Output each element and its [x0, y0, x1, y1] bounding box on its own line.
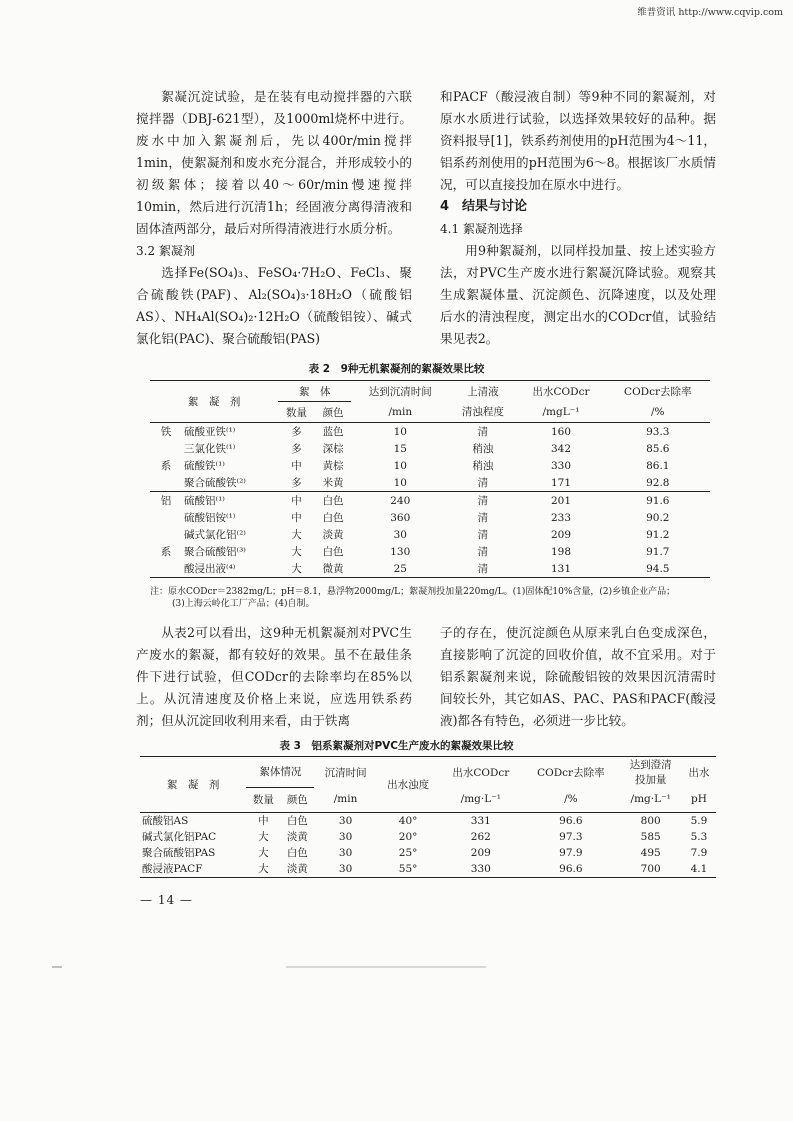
table-cell: 清: [449, 492, 516, 510]
paragraph: 从表2可以看出，这9种无机絮凝剂对PVC生产废水的絮凝，都有较好的效果。虽不在最佳条件下进行试验，但CODcr的去除率均在85%以上。从沉清速度及价格上来说，应选用铁系药剂；但从沉淀回收利用来看，由于铁离: [136, 625, 412, 728]
header-cod-unit: /mgL⁻¹: [542, 405, 580, 418]
table-cell: 330: [550, 459, 572, 472]
table2-caption: 表 2 9种无机絮凝剂的絮凝效果比较: [308, 363, 485, 375]
table-row: [150, 526, 710, 543]
table-cell: 黄棕: [322, 460, 344, 472]
table-cell: 10: [351, 423, 449, 441]
table-cell: 331: [439, 812, 522, 829]
table-cell: 白色: [280, 812, 314, 829]
table-cell: 130: [390, 545, 411, 558]
paragraph: 和PACF（酸浸液自制）等9种不同的絮凝剂，对原水水质进行试验，以选择效果较好的品种。据资料报导[1]，铁系药剂使用的pH范围为4～11，铝系药剂使用的pH范围为6～8。根据该厂水质情况，可以直接投加在原水中进行。: [440, 89, 716, 192]
table-cell: 85.6: [646, 442, 670, 455]
header-turbidity: 出水浊度: [377, 757, 440, 813]
table-cell: 209: [470, 846, 491, 859]
header-removal-unit: /%: [651, 405, 665, 418]
header-floc: 絮 体: [278, 381, 351, 402]
table-cell: 25°: [398, 846, 418, 859]
page-number: — 14 —: [140, 893, 193, 907]
group-label: 铝: [150, 492, 182, 510]
table-cell: 30: [338, 846, 353, 859]
table-cell: 30: [393, 528, 407, 541]
table-cell: 20°: [398, 830, 418, 843]
group-label: [150, 474, 182, 492]
table-cell: 白色: [315, 492, 352, 510]
table-cell: 白色: [286, 847, 308, 859]
header-dose-line1: 达到澄清: [629, 759, 672, 771]
table3-caption: 表 3 铝系絮凝剂对PVC生产废水的絮凝效果比较: [279, 740, 514, 752]
table-cell: 中: [291, 460, 302, 472]
group-label: 系: [160, 460, 172, 472]
table-cell: 清: [477, 512, 489, 524]
cell-agent: 酸浸出液⁽⁴⁾: [182, 560, 278, 578]
table-row: [150, 474, 710, 492]
table-cell: 90.2: [646, 511, 670, 524]
table-cell: 262: [470, 830, 491, 843]
header-dose-line2: 投加量: [634, 774, 667, 786]
table-cell: 330: [439, 861, 522, 878]
table-cell: 201: [516, 492, 605, 510]
table-cell: 淡黄: [322, 529, 344, 541]
section-heading: 4 结果与讨论: [440, 199, 528, 214]
table-cell: 171: [550, 476, 572, 489]
table-cell: 清: [477, 546, 489, 558]
table-cell: 30: [314, 861, 377, 878]
cell-agent: 硫酸铝⁽¹⁾: [182, 492, 278, 510]
table-cell: 209: [550, 528, 572, 541]
header-time: 沉清时间: [314, 757, 377, 788]
table-cell: 91.6: [606, 492, 710, 510]
note-line: 注：原水CODcr＝2382mg/L；pH＝8.1，悬浮物2000mg/L；絮凝剂投加量220mg/L。(1)固体配10%含量，(2)乡镇企业产品；: [150, 587, 676, 597]
header-removal: CODcr去除率: [522, 757, 619, 788]
table-cell: 大: [291, 546, 302, 558]
left-column: [136, 86, 412, 350]
table-cell: 多: [291, 443, 302, 455]
subsection-heading: 4.1 絮凝剂选择: [440, 222, 523, 236]
header-removal-unit: /%: [564, 793, 578, 806]
table-cell: 中: [278, 492, 315, 510]
cell-agent: 碱式氯化铝⁽²⁾: [184, 529, 246, 541]
group-label: [150, 560, 182, 578]
paragraph: 用9种絮凝剂，以同样投加量、按上述实验方法，对PVC生产废水进行絮凝沉降试验。观察其生成絮凝体量、沉淀颜色、沉降速度，以及处理后水的清浊程度，测定出水的CODcr值，试验结果见表2。: [440, 243, 716, 346]
table-header-row: [150, 381, 710, 402]
header-color: 颜色: [286, 794, 308, 806]
table-cell: 稍浊: [472, 460, 494, 472]
header-agent: 絮 凝 剂: [140, 757, 246, 813]
header-ph: 出水: [682, 757, 716, 788]
table-cell: 大: [258, 831, 269, 843]
table-row: [140, 812, 716, 829]
table-cell: 中: [246, 812, 280, 829]
table-cell: 233: [550, 511, 572, 524]
header-time-unit: /min: [388, 405, 413, 418]
table-cell: 多: [278, 423, 315, 441]
table-cell: 55°: [377, 861, 440, 878]
table-cell: 中: [291, 512, 302, 524]
right-column: [440, 86, 716, 350]
table-header-row: [140, 757, 716, 788]
cell-agent: 硫酸铝AS: [140, 812, 246, 829]
table-cell: 微黄: [315, 560, 352, 578]
header-removal: CODcr去除率: [606, 381, 710, 402]
table-cell: 93.3: [606, 423, 710, 441]
table2: [150, 380, 710, 578]
table-cell: 25: [351, 560, 449, 578]
table-cell: 多: [291, 477, 302, 489]
cell-agent: 三氯化铁⁽¹⁾: [184, 443, 236, 455]
table-row: [150, 560, 710, 578]
table-cell: 清: [477, 529, 489, 541]
table-row: [140, 829, 716, 845]
table-cell: 94.5: [606, 560, 710, 578]
table-cell: 淡黄: [280, 861, 314, 878]
table2-note: [150, 586, 720, 610]
table-cell: 清: [449, 560, 516, 578]
table-cell: 160: [516, 423, 605, 441]
table-cell: 96.6: [522, 861, 619, 878]
header-floc: 絮体情况: [246, 757, 314, 788]
header-qty: 数量: [286, 406, 308, 419]
table-cell: 淡黄: [286, 831, 308, 843]
table-cell: 198: [550, 545, 572, 558]
header-time-unit: /min: [333, 793, 358, 806]
table-cell: 91.7: [646, 545, 670, 558]
header-time: 达到沉清时间: [351, 381, 449, 402]
table-cell: 清: [449, 423, 516, 441]
table-cell: 40°: [377, 812, 440, 829]
scan-artifact: [52, 966, 62, 968]
table-cell: 342: [550, 442, 572, 455]
cell-agent: 碱式氯化铝PAC: [142, 831, 217, 843]
header-ph-unit: pH: [691, 793, 707, 806]
table-cell: 大: [291, 529, 302, 541]
paragraph: 子的存在，使沉淀颜色从原来乳白色变成深色，直接影响了沉淀的回收价值，故不宜采用。对于铝系絮凝剂来说，除硫酸铝铵的效果因沉清需时间较长外，其它如AS、PAC、PAS和PACF(酸浸液)都各有特色，必须进一步比较。: [440, 625, 716, 728]
table-cell: 800: [619, 812, 682, 829]
table-cell: 91.2: [646, 528, 670, 541]
table-cell: 4.1: [682, 861, 716, 878]
paragraph: 选择Fe(SO₄)₃、FeSO₄·7H₂O、FeCl₃、聚合硫酸铁(PAF)、Al₂(SO₄)₃·18H₂O（硫酸铝AS）、NH₄Al(SO₄)₂·12H₂O（硫酸铝铵）、碱式氯化铝(PAC)、聚合硫酸铝(PAS): [136, 265, 412, 346]
table-cell: 495: [640, 846, 661, 859]
table-cell: 585: [640, 830, 661, 843]
table-cell: 97.3: [559, 830, 583, 843]
cell-agent: 聚合硫酸铝PAS: [142, 847, 216, 859]
lower-right-column: [440, 622, 716, 732]
cell-agent: 硫酸亚铁⁽¹⁾: [182, 423, 278, 441]
cell-agent: 硫酸铝铵⁽¹⁾: [184, 512, 236, 524]
header-cod-unit: /mg·L⁻¹: [460, 793, 501, 806]
table-cell: 5.9: [682, 812, 716, 829]
group-label: [150, 509, 182, 526]
table-cell: 米黄: [322, 477, 344, 489]
cell-agent: 硫酸铁⁽¹⁾: [184, 460, 225, 472]
table-row: [150, 509, 710, 526]
header-dose: [619, 757, 682, 788]
header-color: 颜色: [322, 406, 344, 419]
table-cell: 蓝色: [315, 423, 352, 441]
table-cell: 97.9: [559, 846, 583, 859]
group-label: [150, 526, 182, 543]
header-cod: 出水CODcr: [516, 381, 605, 402]
table-row: [150, 457, 710, 474]
watermark: 维普资讯 http://www.cqvip.com: [637, 7, 783, 18]
table-cell: 大: [278, 560, 315, 578]
paragraph: 絮凝沉淀试验，是在装有电动搅拌器的六联搅拌器（DBJ-621型），及1000ml烧杯中进行。废水中加入絮凝剂后，先以400r/min搅拌1min，使絮凝剂和废水充分混合，并形成较小的初级絮体；接着以40～60r/min慢速搅拌10min，然后进行沉清1h；经固液分离得清液和固体渣两部分，最后对所得清液进行水质分析。: [136, 89, 412, 236]
table-cell: 清: [477, 477, 489, 489]
table-cell: 131: [516, 560, 605, 578]
table-cell: 5.3: [690, 830, 708, 843]
header-cod: 出水CODcr: [439, 757, 522, 788]
table-cell: 30: [338, 830, 353, 843]
table-cell: 360: [390, 511, 411, 524]
section-heading: 3.2 絮凝剂: [136, 244, 195, 258]
table-cell: 10: [393, 476, 407, 489]
table-cell: 10: [393, 459, 407, 472]
header-dose-unit: /mg·L⁻¹: [630, 793, 671, 806]
scan-artifact: [286, 966, 486, 968]
table-cell: 大: [258, 847, 269, 859]
table-row: [140, 845, 716, 861]
table-cell: 15: [393, 442, 407, 455]
header-clear: 上清液: [449, 381, 516, 402]
cell-agent: 聚合硫酸铝⁽³⁾: [184, 546, 246, 558]
group-label: 铁: [150, 423, 182, 441]
table-row: [140, 861, 716, 878]
table3: [140, 756, 716, 878]
table-cell: 7.9: [690, 846, 708, 859]
table-row: [150, 543, 710, 560]
note-line: (3)上海云岭化工厂产品；(4)自制。: [172, 599, 315, 609]
table-cell: 96.6: [522, 812, 619, 829]
table-cell: 30: [314, 812, 377, 829]
table-row: [150, 492, 710, 510]
header-clear2: 清浊程度: [461, 406, 504, 419]
header-qty: 数量: [252, 794, 274, 806]
table-cell: 白色: [322, 512, 344, 524]
table-row: [150, 440, 710, 457]
table-cell: 深棕: [322, 443, 344, 455]
table-cell: 240: [351, 492, 449, 510]
table-cell: 大: [246, 861, 280, 878]
cell-agent: 聚合硫酸铁⁽²⁾: [184, 477, 246, 489]
header-agent: 絮 凝 剂: [150, 381, 278, 423]
cell-agent: 酸浸液PACF: [140, 861, 246, 878]
table-cell: 86.1: [646, 459, 670, 472]
table-row: [150, 423, 710, 441]
group-label: 系: [160, 546, 172, 558]
table-cell: 稍浊: [472, 443, 494, 455]
table-cell: 白色: [322, 546, 344, 558]
table-cell: 700: [619, 861, 682, 878]
lower-left-column: [136, 622, 412, 732]
group-label: [150, 440, 182, 457]
table-cell: 92.8: [646, 476, 670, 489]
